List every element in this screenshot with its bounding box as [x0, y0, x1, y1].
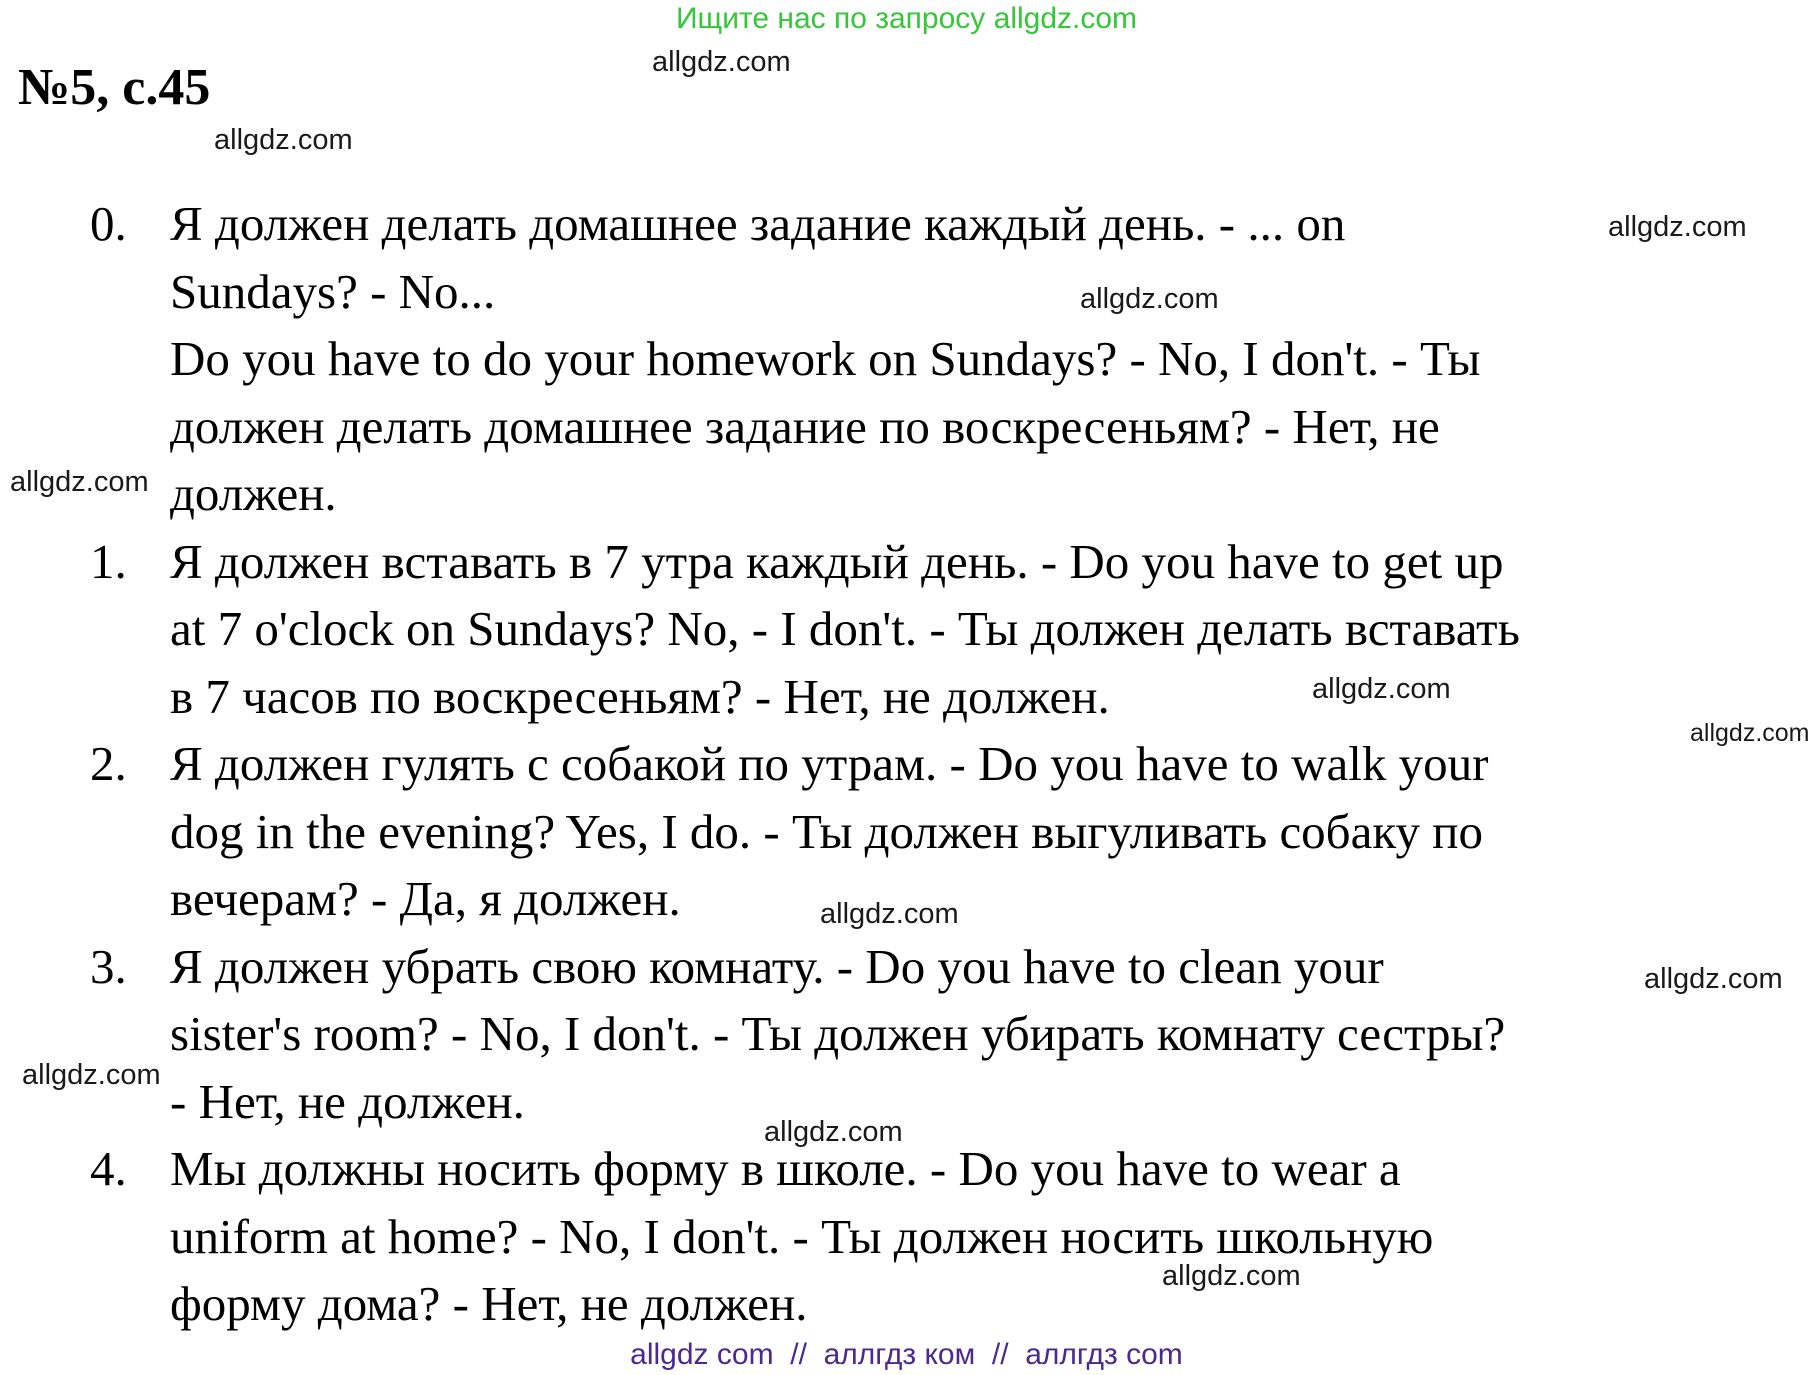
answer-list — [90, 190, 1790, 1338]
watermark: allgdz.com — [820, 898, 959, 930]
list-item — [90, 190, 1790, 528]
watermark: allgdz.com — [1312, 673, 1451, 705]
top-banner: Ищите нас по запросу allgdz.com — [675, 2, 1138, 35]
list-item — [90, 933, 1790, 1136]
item-line: в 7 часов по воскресеньям? - Нет, не должен. — [170, 668, 1110, 724]
watermark: allgdz.com — [1608, 211, 1747, 243]
list-item — [90, 528, 1790, 731]
list-item — [90, 730, 1790, 933]
item-line: вечерам? - Да, я должен. — [170, 871, 681, 926]
watermark: allgdz.com — [1080, 283, 1219, 315]
item-line: uniform at home? - No, I don't. - Ты должен носить школьную — [170, 1208, 1434, 1264]
item-line: Я должен вставать в 7 утра каждый день. - Do you have to get up — [170, 533, 1504, 589]
item-line: - Нет, не должен. — [170, 1073, 525, 1129]
watermark: allgdz.com — [1690, 719, 1810, 747]
watermark: allgdz.com — [10, 466, 149, 498]
item-line: Я должен делать домашнее задание каждый день. - ... on — [170, 196, 1346, 251]
page-title: №5, с.45 — [18, 59, 211, 116]
item-number: 1. — [90, 533, 127, 589]
item-line: должен делать домашнее задание по воскресеньям? - Нет, не — [170, 398, 1440, 454]
item-line: должен. — [170, 466, 337, 521]
item-number: 0. — [90, 196, 127, 251]
item-line: Do you have to do your homework on Sundays? - No, I don't. - Ты — [170, 331, 1481, 386]
watermark: allgdz.com — [1644, 963, 1783, 995]
item-line: форму дома? - Нет, не должен. — [170, 1276, 808, 1331]
list-item — [90, 1135, 1790, 1338]
item-line: Я должен гулять с собакой по утрам. - Do you have to walk your — [170, 736, 1489, 791]
item-line: Мы должны носить форму в школе. - Do you have to wear a — [170, 1141, 1401, 1196]
item-number: 3. — [90, 938, 127, 994]
item-number: 4. — [90, 1141, 127, 1196]
watermark: allgdz.com — [652, 46, 791, 78]
item-line: Я должен убрать свою комнату. - Do you have to clean your — [170, 938, 1384, 994]
item-line: dog in the evening? Yes, I do. - Ты должен выгуливать собаку по — [170, 803, 1483, 859]
item-line: Sundays? - No... — [170, 263, 496, 319]
item-line: sister's room? - No, I don't. - Ты должен убирать комнату сестры? — [170, 1006, 1506, 1061]
watermark: allgdz.com — [214, 124, 353, 156]
watermark: allgdz.com — [764, 1116, 903, 1148]
footer-watermark: allgdz com // аллгдз ком // аллгдз com — [630, 1338, 1183, 1371]
item-line: at 7 o'clock on Sundays? No, - I don't. - Ты должен делать вставать — [170, 601, 1520, 656]
watermark: allgdz.com — [1162, 1260, 1301, 1292]
item-number: 2. — [90, 736, 127, 791]
watermark: allgdz.com — [22, 1059, 161, 1091]
